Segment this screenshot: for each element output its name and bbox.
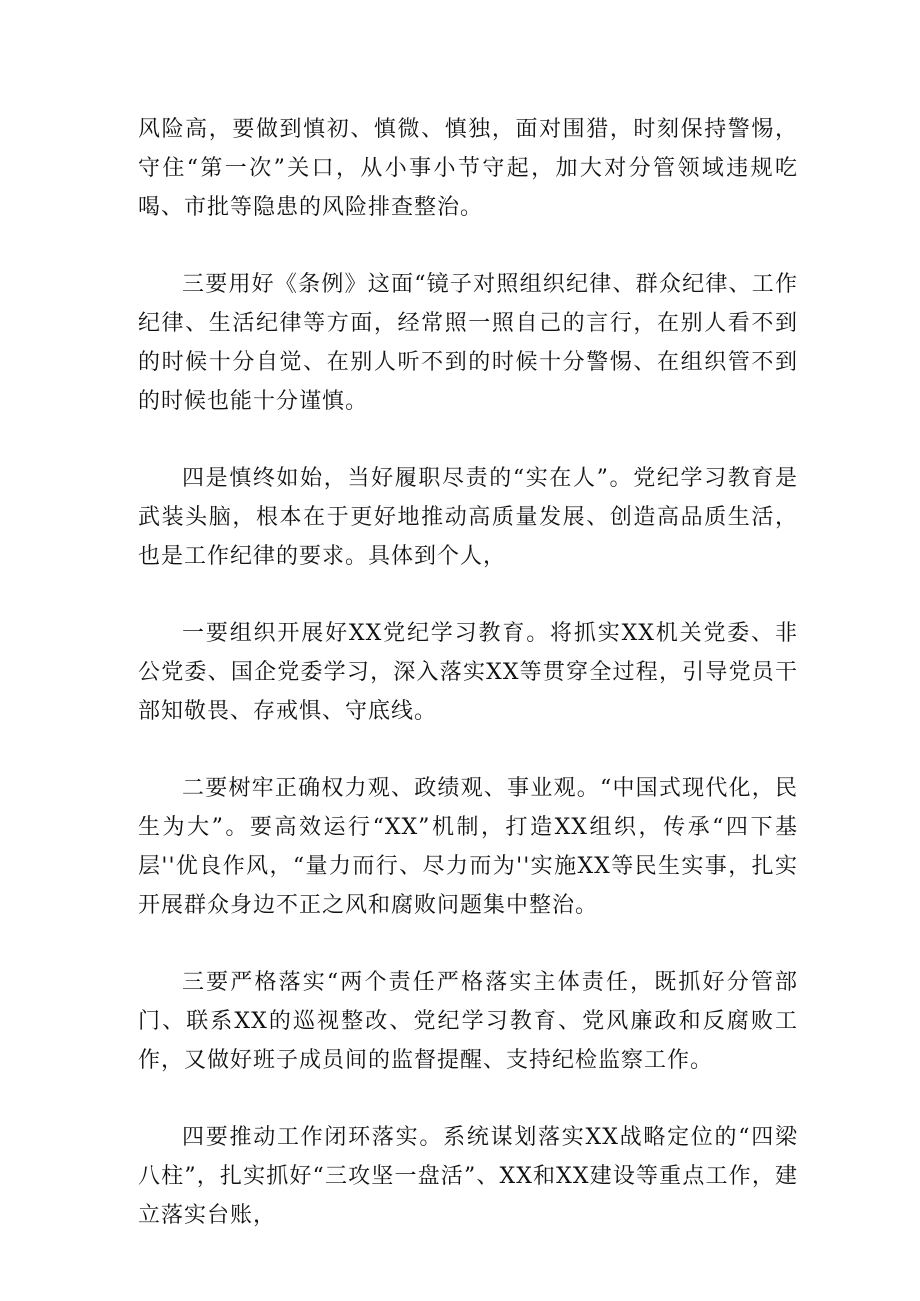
paragraph-1: 风险高，要做到慎初、慎微、慎独，面对围猎，时刻保持警惕，守住“第一次”关口，从小事小节守起，加大对分管领域违规吃喝、市批等隐患的风险排查整治。 — [138, 117, 798, 220]
paragraph-5: 二要树牢正确权力观、政绩观、事业观。“中国式现代化，民生为大”。要高效运行“XX”机制，打造XX组织，传承“四下基层''优良作风，“量力而行、尽力而为''实施XX等民生实事，扎实开展群众身边不正之风和腐败问题集中整治。 — [138, 776, 798, 918]
paragraph-gap — [138, 1080, 798, 1118]
paragraph-7: 四要推动工作闭环落实。系统谋划落实XX战略定位的“四梁八柱”，扎实抓好“三攻坚一盘活”、XX和XX建设等重点工作，建立落实台账， — [138, 1125, 798, 1228]
document-body — [138, 110, 798, 1235]
paragraph-4: 一要组织开展好XX党纪学习教育。将抓实XX机关党委、非公党委、国企党委学习，深入落实XX等贯穿全过程，引导党员干部知敬畏、存戒惧、守底线。 — [138, 621, 798, 724]
paragraph-3: 四是慎终如始，当好履职尽责的“实在人”。党纪学习教育是武装头脑，根本在于更好地推动高质量发展、创造高品质生活，也是工作纪律的要求。具体到个人， — [138, 466, 798, 569]
paragraph-gap — [138, 576, 798, 614]
paragraph-2: 三要用好《条例》这面“镜子对照组织纪律、群众纪律、工作纪律、生活纪律等方面，经常照一照自己的言行，在别人看不到的时候十分自觉、在别人听不到的时候十分警惕、在组织管不到的时候也能十分谨慎。 — [138, 272, 798, 414]
paragraph-6: 三要严格落实“两个责任严格落实主体责任，既抓好分管部门、联系XX的巡视整改、党纪学习教育、党风廉政和反腐败工作，又做好班子成员间的监督提醒、支持纪检监察工作。 — [138, 970, 798, 1073]
paragraph-gap — [138, 227, 798, 265]
paragraph-gap — [138, 731, 798, 769]
paragraph-gap — [138, 421, 798, 459]
paragraph-gap — [138, 925, 798, 963]
